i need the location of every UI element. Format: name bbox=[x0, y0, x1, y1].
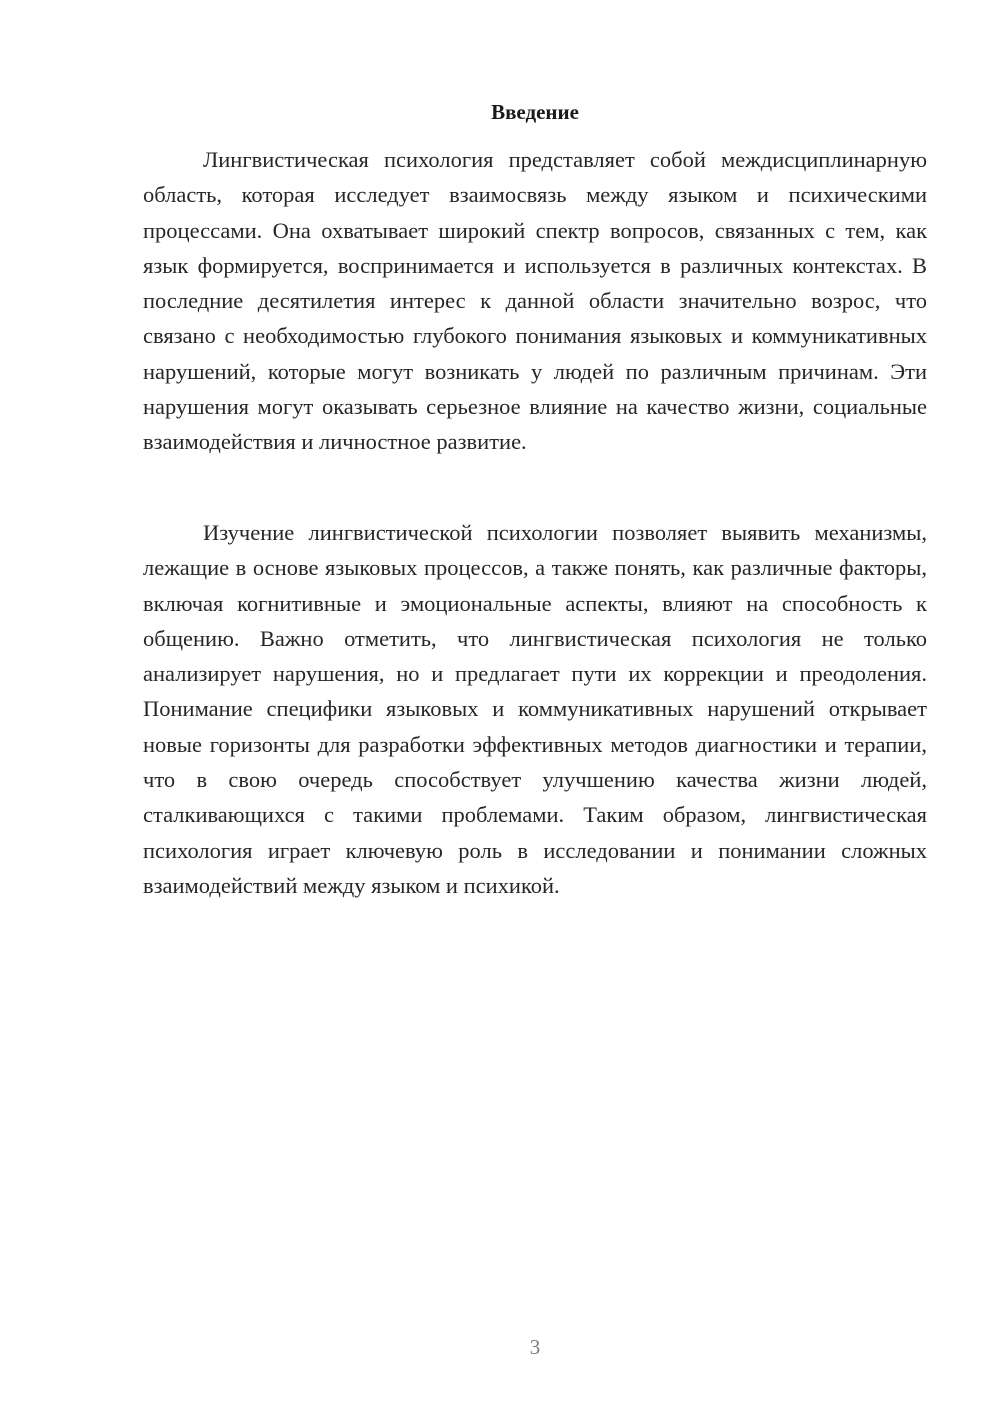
body-paragraph-1: Лингвистическая психология представляет собой междисциплинарную область, которая исследует взаимосвязь между языком и психическими процессами. Она охватывает широкий спектр вопросов, связанных с тем, как язык формируется, воспринимается и используется в различных контекстах. В последние десятилетия интерес к данной области значительно возрос, что связано с необходимостью глубокого понимания языковых и коммуникативных нарушений, которые могут возникать у людей по различным причинам. Эти нарушения могут оказывать серьезное влияние на качество жизни, социальные взаимодействия и личностное развитие. bbox=[143, 147, 927, 455]
section-heading: Введение bbox=[491, 100, 579, 124]
body-paragraph-2: Изучение лингвистической психологии позволяет выявить механизмы, лежащие в основе языковых процессов, а также понять, как различные факторы, включая когнитивные и эмоциональные аспекты, влияют на способность к общению. Важно отметить, что лингвистическая психология не только анализирует нарушения, но и предлагает пути их коррекции и преодоления. Понимание специфики языковых и коммуникативных нарушений открывает новые горизонты для разработки эффективных методов диагностики и терапии, что в свою очередь способствует улучшению качества жизни людей, сталкивающихся с такими проблемами. Таким образом, лингвистическая психология играет ключевую роль в исследовании и понимании сложных взаимодействий между языком и психикой. bbox=[143, 520, 927, 898]
page-number: 3 bbox=[529, 1335, 541, 1359]
